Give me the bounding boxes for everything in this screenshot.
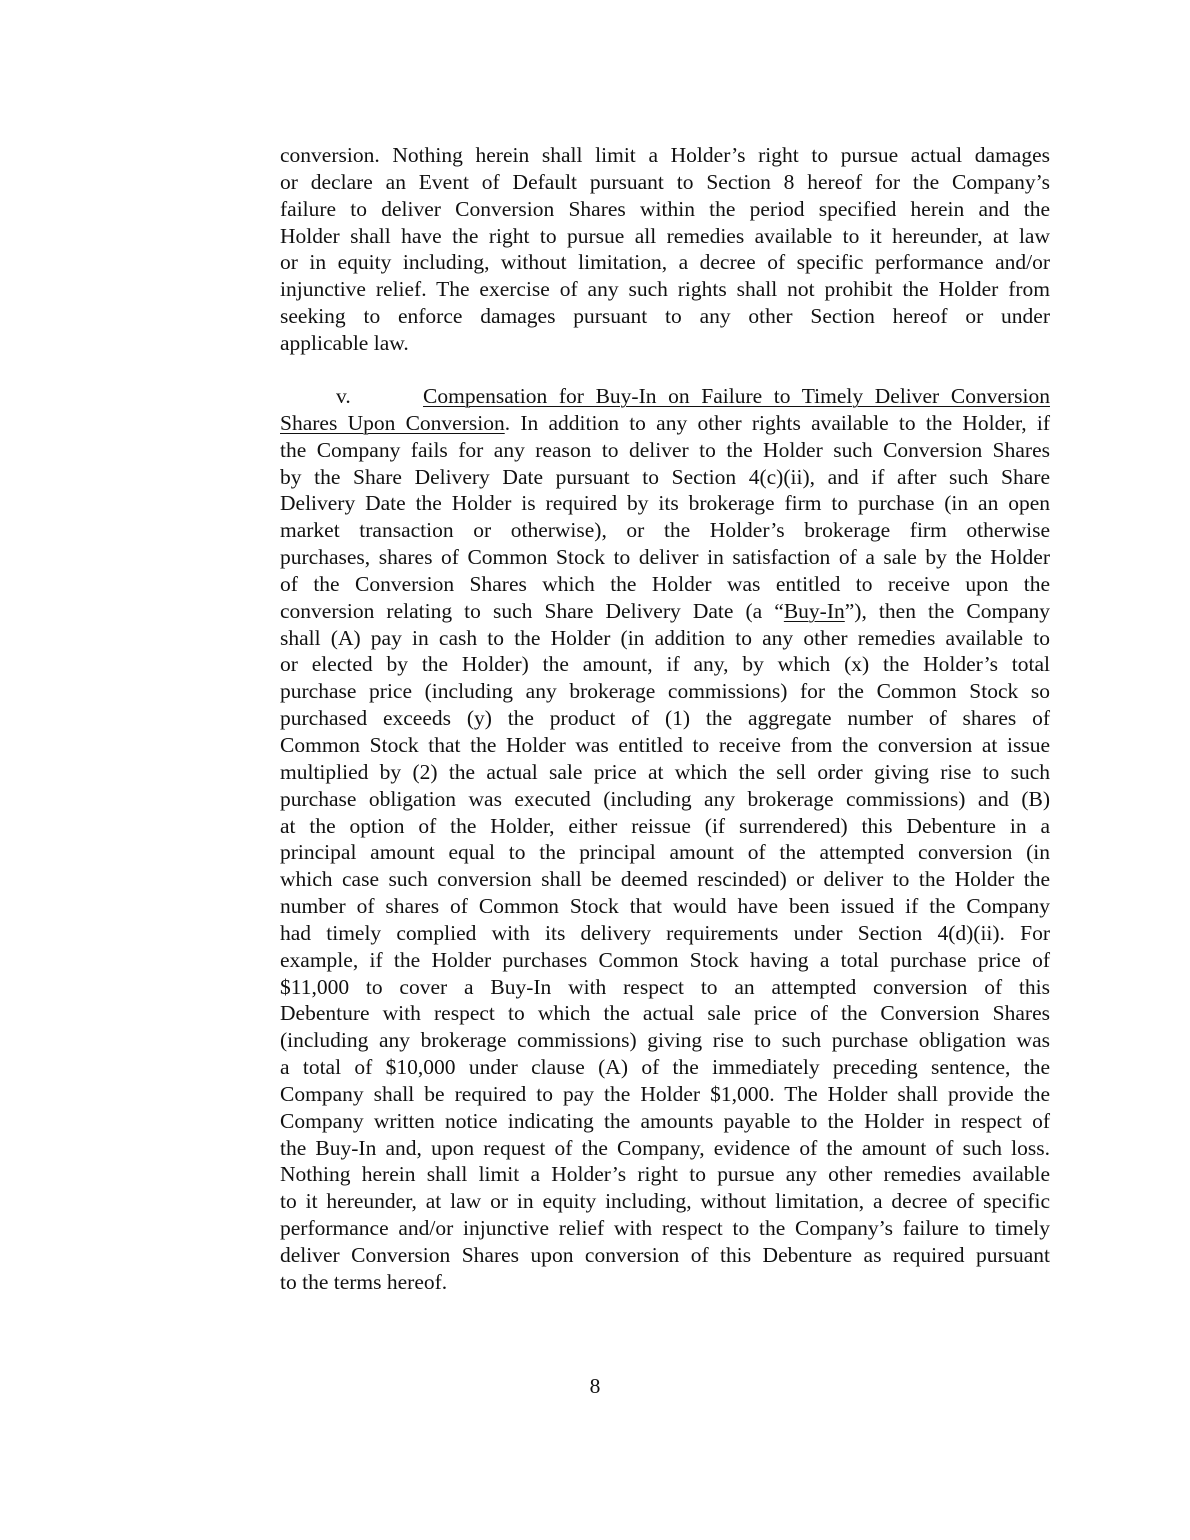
text-span: ”), then the Company bbox=[844, 598, 1050, 623]
text-line: or in equity including, without limitation, a decree of specific performance and/or bbox=[280, 250, 1050, 275]
defined-term-buy-in: Buy-In bbox=[783, 598, 845, 623]
text-line bbox=[280, 410, 1050, 437]
section-heading-line bbox=[280, 383, 1050, 410]
text-line: by the Share Delivery Date pursuant to Section 4(c)(ii), and if after such Share bbox=[280, 464, 1050, 489]
text-line: shall (A) pay in cash to the Holder (in addition to any other remedies available to bbox=[280, 625, 1050, 650]
text-line: $11,000 to cover a Buy-In with respect to an attempted conversion of this bbox=[280, 974, 1050, 999]
text-line: purchase obligation was executed (including any brokerage commissions) and (B) bbox=[280, 786, 1050, 811]
text-line: the Buy-In and, upon request of the Company, evidence of the amount of such loss. bbox=[280, 1135, 1050, 1160]
text-span: conversion relating to such Share Delivery Date (a “ bbox=[280, 598, 784, 623]
text-line: Holder shall have the right to pursue all remedies available to it hereunder, at law bbox=[280, 223, 1050, 248]
text-line: a total of $10,000 under clause (A) of the immediately preceding sentence, the bbox=[280, 1055, 1050, 1080]
paragraph-buy-in-compensation bbox=[280, 383, 1050, 1296]
text-line: to it hereunder, at law or in equity including, without limitation, a decree of specific bbox=[280, 1189, 1050, 1214]
paragraph-conversion-remedies bbox=[280, 142, 1050, 357]
text-line: applicable law. bbox=[280, 330, 409, 355]
text-line: number of shares of Common Stock that would have been issued if the Company bbox=[280, 894, 1050, 919]
text-line: Delivery Date the Holder is required by its brokerage firm to purchase (in an open bbox=[280, 491, 1050, 516]
text-line: Common Stock that the Holder was entitled to receive from the conversion at issue bbox=[280, 732, 1050, 757]
text-line: of the Conversion Shares which the Holder was entitled to receive upon the bbox=[280, 571, 1050, 596]
text-line: (including any brokerage commissions) giving rise to such purchase obligation was bbox=[280, 1028, 1050, 1053]
text-line: multiplied by (2) the actual sale price at which the sell order giving rise to such bbox=[280, 759, 1050, 784]
text-line: the Company fails for any reason to deliver to the Holder such Conversion Shares bbox=[280, 437, 1050, 462]
text-line: principal amount equal to the principal amount of the attempted conversion (in bbox=[280, 840, 1050, 865]
text-line: or elected by the Holder) the amount, if any, by which (x) the Holder’s total bbox=[280, 652, 1050, 677]
text-line: Company written notice indicating the amounts payable to the Holder in respect of bbox=[280, 1108, 1050, 1133]
text-line: Company shall be required to pay the Holder $1,000. The Holder shall provide the bbox=[280, 1081, 1050, 1106]
text-line: purchase price (including any brokerage commissions) for the Common Stock so bbox=[280, 679, 1050, 704]
text-line: conversion. Nothing herein shall limit a Holder’s right to pursue actual damages bbox=[280, 143, 1050, 167]
text-line: deliver Conversion Shares upon conversion of this Debenture as required pursuant bbox=[280, 1243, 1050, 1267]
text-line: failure to deliver Conversion Shares within the period specified herein and the bbox=[280, 196, 1050, 221]
text-line: Nothing herein shall limit a Holder’s right to pursue any other remedies available bbox=[280, 1162, 1050, 1187]
text-line: market transaction or otherwise), or the Holder’s brokerage firm otherwise bbox=[280, 518, 1050, 543]
page-number: 8 bbox=[589, 1374, 601, 1398]
text-line: or declare an Event of Default pursuant to Section 8 hereof for the Company’s bbox=[280, 169, 1050, 194]
text-line: performance and/or injunctive relief with respect to the Company’s failure to timely bbox=[280, 1216, 1050, 1241]
section-heading-continued: Shares Upon Conversion bbox=[280, 410, 505, 435]
text-line: Debenture with respect to which the actual sale price of the Conversion Shares bbox=[280, 1001, 1050, 1026]
section-heading: Compensation for Buy-In on Failure to Timely Deliver Conversion bbox=[423, 384, 1050, 408]
text-line: purchases, shares of Common Stock to deliver in satisfaction of a sale by the Holder bbox=[280, 545, 1050, 570]
text-line: had timely complied with its delivery requirements under Section 4(d)(ii). For bbox=[280, 920, 1050, 945]
text-line: injunctive relief. The exercise of any such rights shall not prohibit the Holder from bbox=[280, 277, 1050, 302]
text-line: purchased exceeds (y) the product of (1) the aggregate number of shares of bbox=[280, 706, 1050, 731]
text-line bbox=[280, 598, 1050, 625]
text-line: which case such conversion shall be deemed rescinded) or deliver to the Holder the bbox=[280, 867, 1050, 892]
text-line: seeking to enforce damages pursuant to any other Section hereof or under bbox=[280, 304, 1050, 329]
text-line: at the option of the Holder, either reissue (if surrendered) this Debenture in a bbox=[280, 813, 1050, 838]
text-line: example, if the Holder purchases Common Stock having a total purchase price of bbox=[280, 947, 1050, 972]
section-marker: v. bbox=[336, 384, 351, 408]
text-span: . In addition to any other rights available to the Holder, if bbox=[504, 410, 1050, 435]
text-line: to the terms hereof. bbox=[280, 1269, 448, 1294]
